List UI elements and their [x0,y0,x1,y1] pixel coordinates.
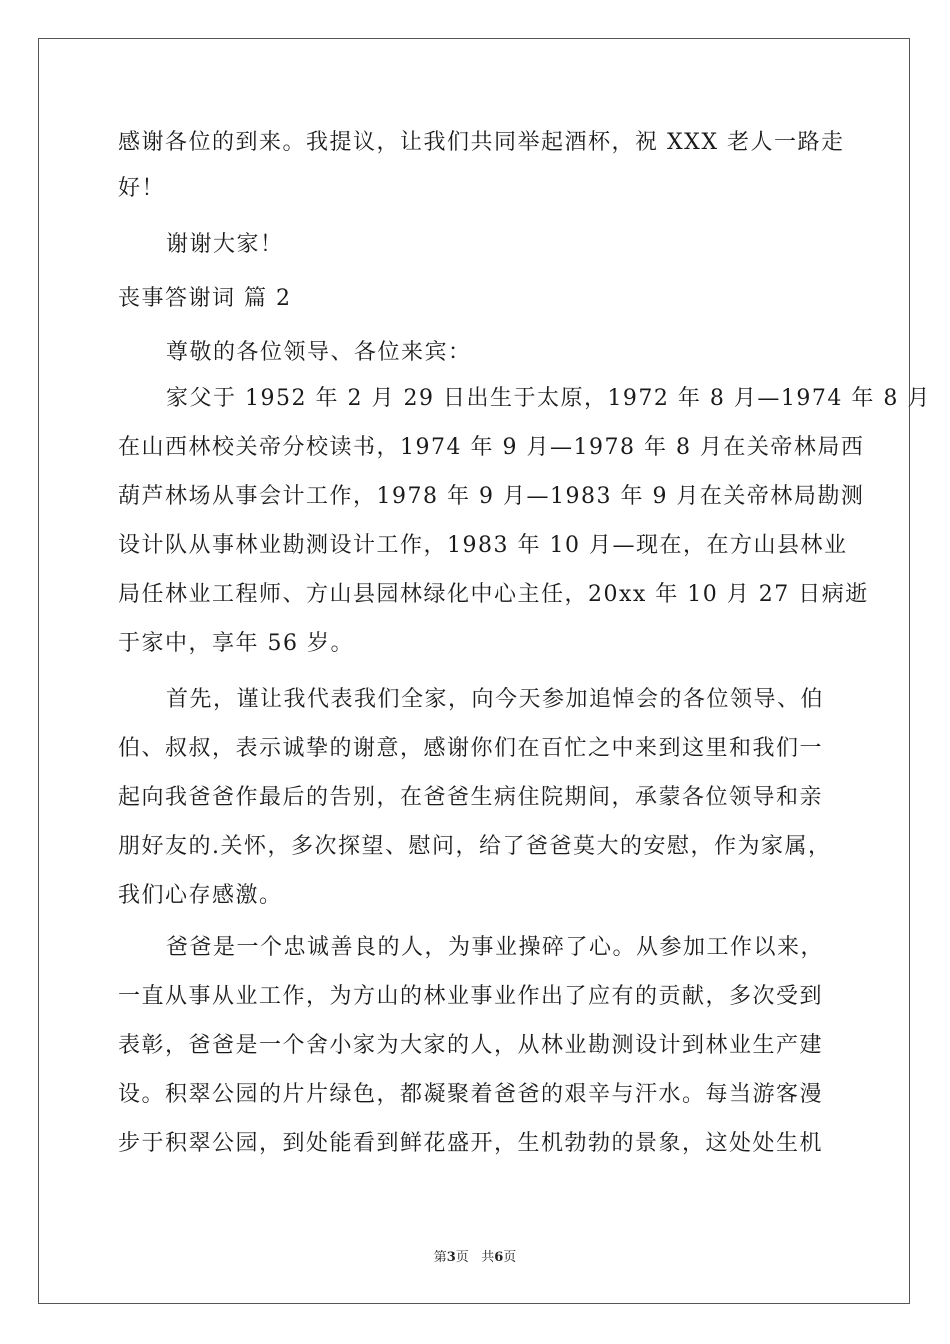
page-prefix: 第 [433,1250,447,1265]
text-line: 局任林业工程师、方山县园林绿化中心主任，20xx 年 10 月 27 日病逝 [118,582,869,607]
total-prefix: 共 [481,1250,495,1265]
text-line: 伯、叔叔，表示诚挚的谢意，感谢你们在百忙之中来到这里和我们一 [118,736,824,761]
text-line: 一直从事从业工作，为方山的林业事业作出了应有的贡献，多次受到 [118,984,824,1009]
text-line: 于家中，享年 56 岁。 [118,631,354,656]
text-line: 好！ [118,176,166,201]
page-border [38,38,910,1304]
total-suffix: 页 [503,1250,517,1265]
section-heading: 丧事答谢词 篇 2 [118,286,292,311]
page-suffix: 页 [455,1250,469,1265]
text-line: 葫芦林场从事会计工作，1978 年 9 月—1983 年 9 月在关帝林局勘测 [118,484,865,509]
page-number: 3 [446,1250,456,1265]
text-line: 谢谢大家！ [166,232,284,257]
text-line: 在山西林校关帝分校读书，1974 年 9 月—1978 年 8 月在关帝林局西 [118,435,865,460]
text-line: 首先，谨让我代表我们全家，向今天参加追悼会的各位领导、伯 [166,687,825,712]
text-line: 起向我爸爸作最后的告别，在爸爸生病住院期间，承蒙各位领导和亲 [118,785,824,810]
text-line: 朋好友的.关怀，多次探望、慰问，给了爸爸莫大的安慰，作为家属， [118,834,832,859]
text-line: 设。积翠公园的片片绿色，都凝聚着爸爸的艰辛与汗水。每当游客漫 [118,1082,824,1107]
page-footer [0,1246,950,1265]
text-line: 表彰，爸爸是一个舍小家为大家的人，从林业勘测设计到林业生产建 [118,1033,824,1058]
text-line: 设计队从事林业勘测设计工作，1983 年 10 月—现在，在方山县林业 [118,533,848,558]
salutation: 尊敬的各位领导、各位来宾： [166,340,472,365]
text-line: 爸爸是一个忠诚善良的人，为事业操碎了心。从参加工作以来， [166,935,825,960]
text-line: 我们心存感激。 [118,883,283,908]
total-pages: 6 [494,1250,504,1265]
text-line: 感谢各位的到来。我提议，让我们共同举起酒杯，祝 XXX 老人一路走 [118,130,845,155]
text-line: 步于积翠公园，到处能看到鲜花盛开，生机勃勃的景象，这处处生机 [118,1131,824,1156]
text-line: 家父于 1952 年 2 月 29 日出生于太原，1972 年 8 月—1974 年 8 月 [166,386,931,411]
